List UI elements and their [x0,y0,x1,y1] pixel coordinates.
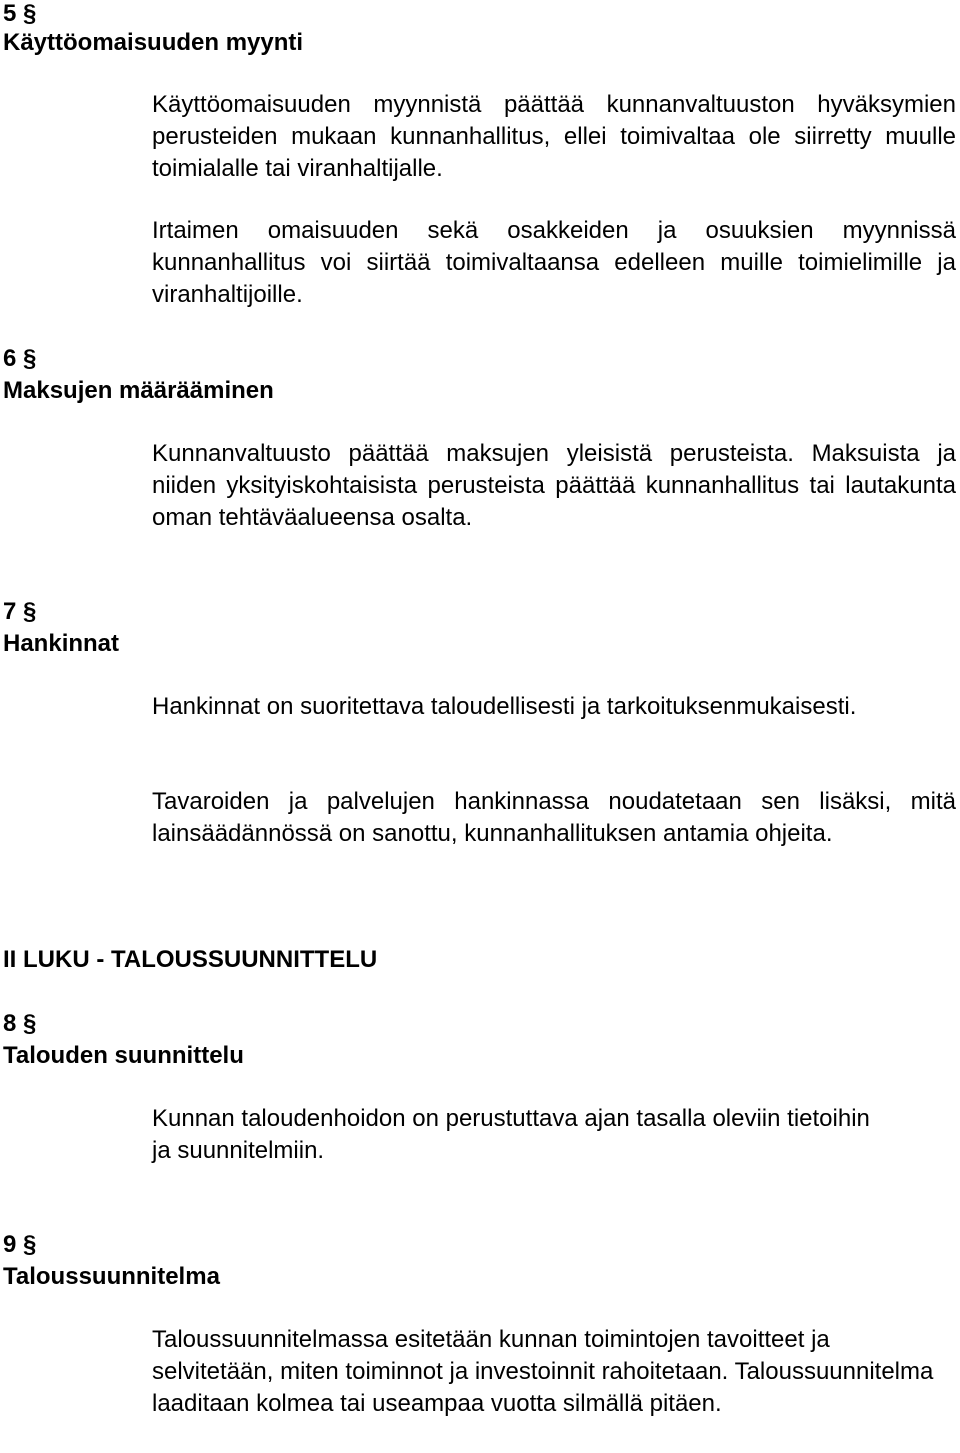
section-paragraph: Käyttöomaisuuden myynnistä päättää kunnanvaltuuston hyväksymien perusteiden mukaan kunnanhallitus, ellei toimivaltaa ole siirretty muulle toimialalle tai viranhaltijalle. [152,91,956,182]
chapter-heading: II LUKU - TALOUSSUUNNITTELU [3,946,378,973]
section-paragraph: Kunnan taloudenhoidon on perustuttava ajan tasalla oleviin tietoihin ja suunnitelmiin. [152,1105,870,1164]
section-title: Maksujen määrääminen [3,377,274,404]
section-title: Hankinnat [3,630,120,657]
section-paragraph: Tavaroiden ja palvelujen hankinnassa noudatetaan sen lisäksi, mitä lainsäädännössä on sanottu, kunnanhallituksen antamia ohjeita. [152,788,956,847]
section-paragraph: Kunnanvaltuusto päättää maksujen yleisistä perusteista. Maksuista ja niiden yksityiskohtaisista perusteista päättää kunnanhallitus tai lautakunta oman tehtäväalueensa osalta. [152,440,956,531]
section-title: Käyttöomaisuuden myynti [3,29,304,56]
section-number: 5 § [3,0,37,27]
section-number: 9 § [3,1231,37,1258]
section-number: 8 § [3,1010,37,1037]
section-title: Taloussuunnitelma [3,1263,220,1290]
section-paragraph: Hankinnat on suoritettava taloudellisesti ja tarkoituksenmukaisesti. [152,693,857,720]
section-number: 7 § [3,598,37,625]
section-title: Talouden suunnittelu [3,1042,244,1069]
section-number: 6 § [3,345,37,372]
section-paragraph: Taloussuunnitelmassa esitetään kunnan toimintojen tavoitteet ja selvitetään, miten toiminnot ja investoinnit rahoitetaan. Taloussuunnitelma laaditaan kolmea tai useampaa vuotta silmällä pitäen. [152,1326,934,1417]
section-paragraph: Irtaimen omaisuuden sekä osakkeiden ja osuuksien myynnissä kunnanhallitus voi siirtää toimivaltaansa edelleen muille toimielimille ja viranhaltijoille. [152,217,956,308]
